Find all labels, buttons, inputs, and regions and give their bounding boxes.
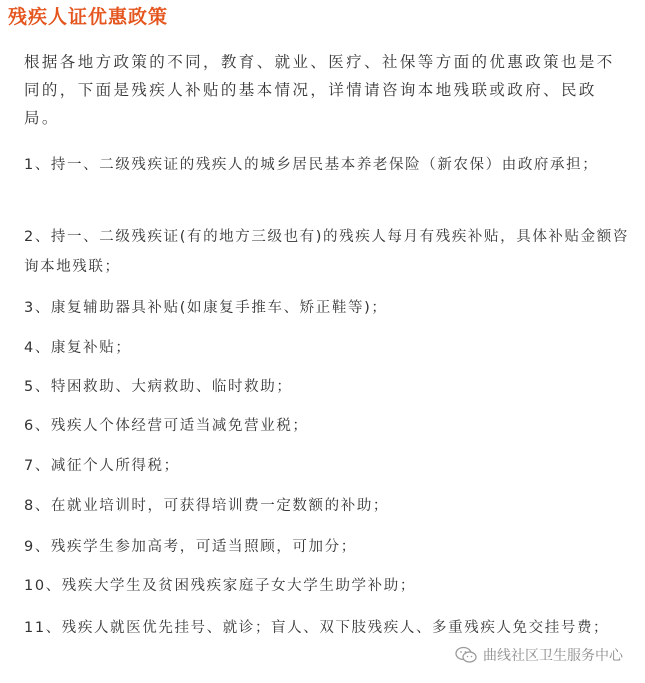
policy-item-4: 4、康复补贴； [24, 340, 132, 356]
policy-item-3: 3、康复辅助器具补贴(如康复手推车、矫正鞋等)； [24, 300, 388, 316]
watermark-text: 曲线社区卫生服务中心 [483, 648, 623, 664]
policy-item-2: 2、持一、二级残疾证(有的地方三级也有)的残疾人每月有残疾补贴，具体补贴金额咨询本地残联； [24, 229, 629, 275]
policy-item-10: 10、残疾大学生及贫困残疾家庭子女大学生助学补助； [24, 578, 416, 594]
policy-item-7: 7、减征个人所得税； [24, 458, 180, 474]
policy-item-1: 1、持一、二级残疾证的残疾人的城乡居民基本养老保险（新农保）由政府承担； [24, 157, 599, 173]
policy-item-6: 6、残疾人个体经营可适当减免营业税； [24, 418, 309, 434]
policy-item-9: 9、残疾学生参加高考，可适当照顾，可加分； [24, 539, 357, 555]
intro-paragraph: 根据各地方政策的不同，教育、就业、医疗、社保等方面的优惠政策也是不同的，下面是残疾人补贴的基本情况，详情请咨询本地残联或政府、民政局。 [24, 53, 615, 127]
article-title: 残疾人证优惠政策 [8, 6, 169, 28]
policy-item-11: 11、残疾人就医优先挂号、就诊；盲人、双下肢残疾人、多重残疾人免交挂号费； [24, 620, 610, 636]
watermark [455, 645, 623, 665]
policy-item-8: 8、在就业培训时，可获得培训费一定数额的补助； [24, 498, 390, 514]
wechat-icon [455, 646, 477, 664]
policy-item-5: 5、特困救助、大病救助、临时救助； [24, 379, 293, 395]
